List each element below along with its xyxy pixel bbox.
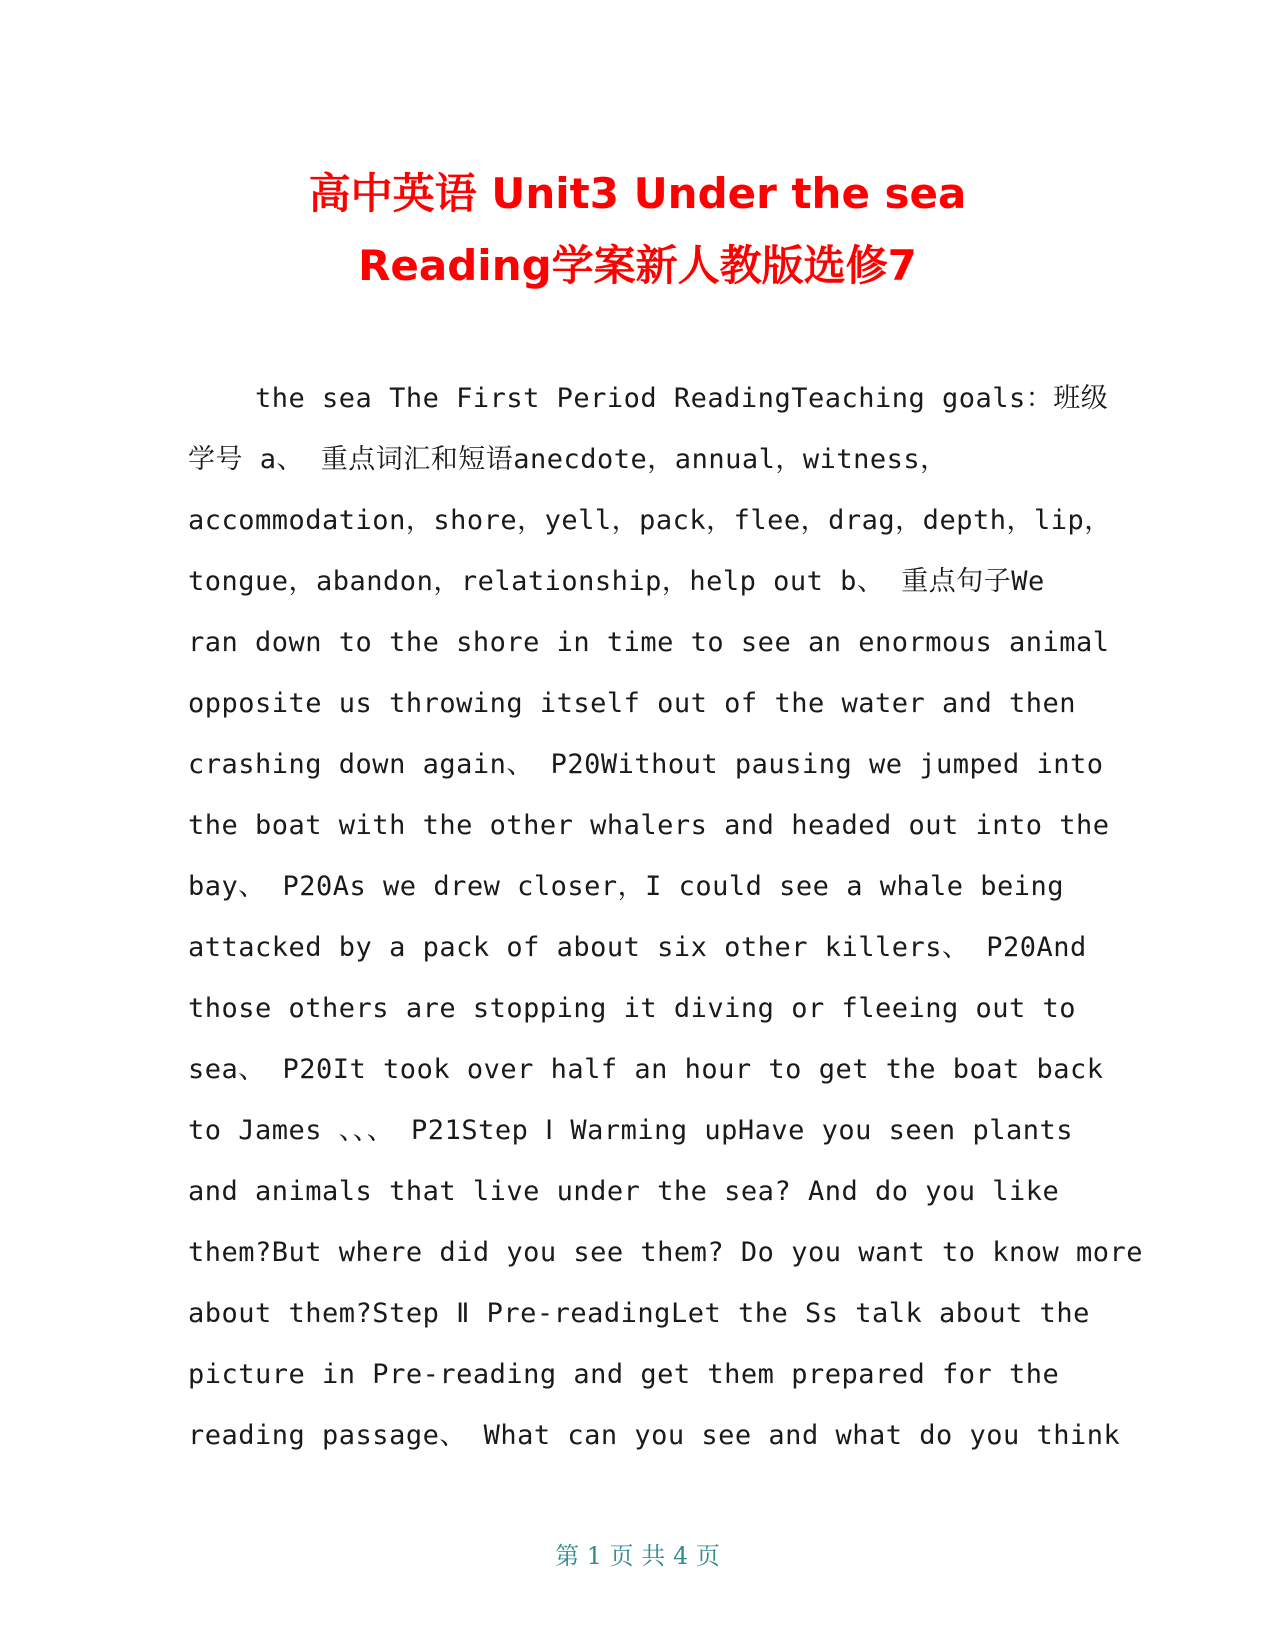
body-line: opposite us throwing itself out of the water and then [188, 688, 1077, 719]
body-text [188, 368, 1144, 1466]
body-line: those others are stopping it diving or fleeing out to [188, 993, 1077, 1024]
title-line-1: 高中英语 Unit3 Under the sea [308, 169, 967, 218]
body-line: the boat with the other whalers and headed out into the [188, 810, 1110, 841]
document-title [0, 158, 1275, 302]
body-line: sea、 P20It took over half an hour to get the boat back [188, 1054, 1104, 1085]
title-line-2: Reading学案新人教版选修7 [358, 241, 917, 290]
body-line: the sea The First Period ReadingTeaching goals：班级 [188, 383, 1109, 414]
body-line: 学号 a、 重点词汇和短语anecdote，annual，witness， [188, 444, 948, 475]
body-line: picture in Pre-reading and get them prepared for the [188, 1359, 1060, 1390]
page-footer: 第 1 页 共 4 页 [555, 1542, 720, 1570]
body-line: ran down to the shore in time to see an enormous animal [188, 627, 1110, 658]
body-line: them?But where did you see them? Do you want to know more [188, 1237, 1144, 1268]
body-line: bay、 P20As we drew closer，I could see a whale being [188, 871, 1065, 902]
body-line: crashing down again、 P20Without pausing we jumped into [188, 749, 1104, 780]
body-line: attacked by a pack of about six other killers、 P20And [188, 932, 1087, 963]
body-line: to James 、、、 P21Step Ⅰ Warming upHave you seen plants [188, 1115, 1073, 1146]
body-line: accommodation，shore，yell，pack，flee，drag，depth，lip， [188, 505, 1112, 536]
body-line: tongue，abandon，relationship，help out b、 重点句子We [188, 566, 1045, 597]
body-line: and animals that live under the sea? And do you like [188, 1176, 1060, 1207]
body-line: about them?Step Ⅱ Pre-readingLet the Ss talk about the [188, 1298, 1090, 1329]
body-line: reading passage、 What can you see and what do you think [188, 1420, 1121, 1451]
